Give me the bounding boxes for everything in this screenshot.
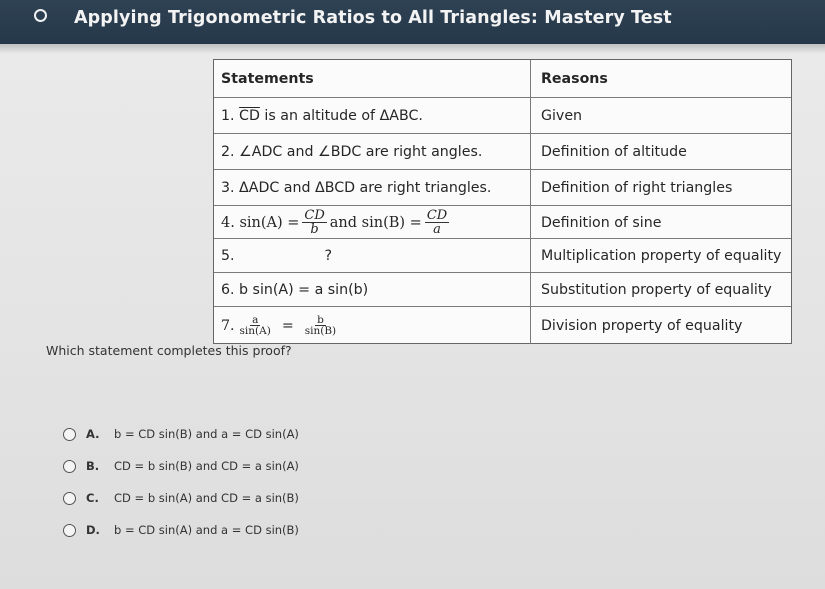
reason-2: Definition of altitude (530, 134, 791, 170)
header-shadow (0, 44, 825, 54)
table-row (214, 306, 791, 344)
statement-3: 3. ΔADC and ΔBCD are right triangles. (221, 180, 492, 196)
reason-6: Substitution property of equality (530, 273, 791, 307)
table-row (214, 169, 791, 206)
statement-6: 6. b sin(A) = a sin(b) (221, 282, 369, 298)
table-row (214, 238, 791, 273)
option-a[interactable]: A. b = CD sin(B) and a = CD sin(A) (63, 425, 299, 443)
radio-button[interactable] (63, 428, 76, 441)
fraction-b-over-sinb: $\frac{b}{\sin(B)}$ (304, 313, 337, 337)
reason-1: Given (530, 98, 791, 134)
circle-icon (34, 9, 47, 22)
table-row (214, 133, 791, 170)
radio-button[interactable] (63, 492, 76, 505)
reason-3: Definition of right triangles (530, 170, 791, 206)
reasons-header: Reasons (530, 60, 791, 97)
proof-table (213, 59, 792, 344)
statement-1: 1. $\overline{CD}$ is an altitude of ΔABC. (221, 108, 423, 124)
statement-2: 2. ∠ADC and ∠BDC are right angles. (221, 144, 483, 160)
fraction-a-over-sina: $\frac{a}{\sin(A)}$ (239, 313, 271, 337)
question-prompt: Which statement completes this proof? (46, 343, 292, 358)
radio-button[interactable] (63, 524, 76, 537)
page-title: Applying Trigonometric Ratios to All Triangles: Mastery Test (74, 8, 672, 28)
fraction-cd-over-b: $\frac{CD}{b}$ (304, 208, 325, 237)
option-c[interactable]: C. CD = b sin(A) and CD = a sin(B) (63, 489, 299, 507)
table-row (214, 97, 791, 134)
statement-5: 5. ? (221, 248, 333, 264)
fraction-cd-over-a: $\frac{CD}{a}$ (426, 208, 448, 237)
reason-4: Definition of sine (530, 206, 791, 239)
reason-7: Division property of equality (530, 307, 791, 344)
header-bar (0, 0, 825, 44)
table-header-row (214, 60, 791, 97)
statements-header: Statements (221, 70, 314, 87)
option-b[interactable]: B. CD = b sin(B) and CD = a sin(A) (63, 457, 299, 475)
reason-5: Multiplication property of equality (530, 239, 791, 273)
table-row (214, 272, 791, 307)
statement-4: 4. sin(A) = $\frac{CD}{b}$ and sin(B) = $\frac{CD}{a}$ (221, 208, 448, 237)
radio-button[interactable] (63, 460, 76, 473)
table-row (214, 205, 791, 239)
missing-statement: ? (324, 248, 333, 264)
segment-cd: $\overline{CD}$ (239, 108, 260, 124)
option-d[interactable]: D. b = CD sin(A) and a = CD sin(B) (63, 521, 299, 539)
statement-7: 7. $\frac{a}{\sin(A)}$ = $\frac{b}{\sin(B)}$ (221, 313, 337, 337)
